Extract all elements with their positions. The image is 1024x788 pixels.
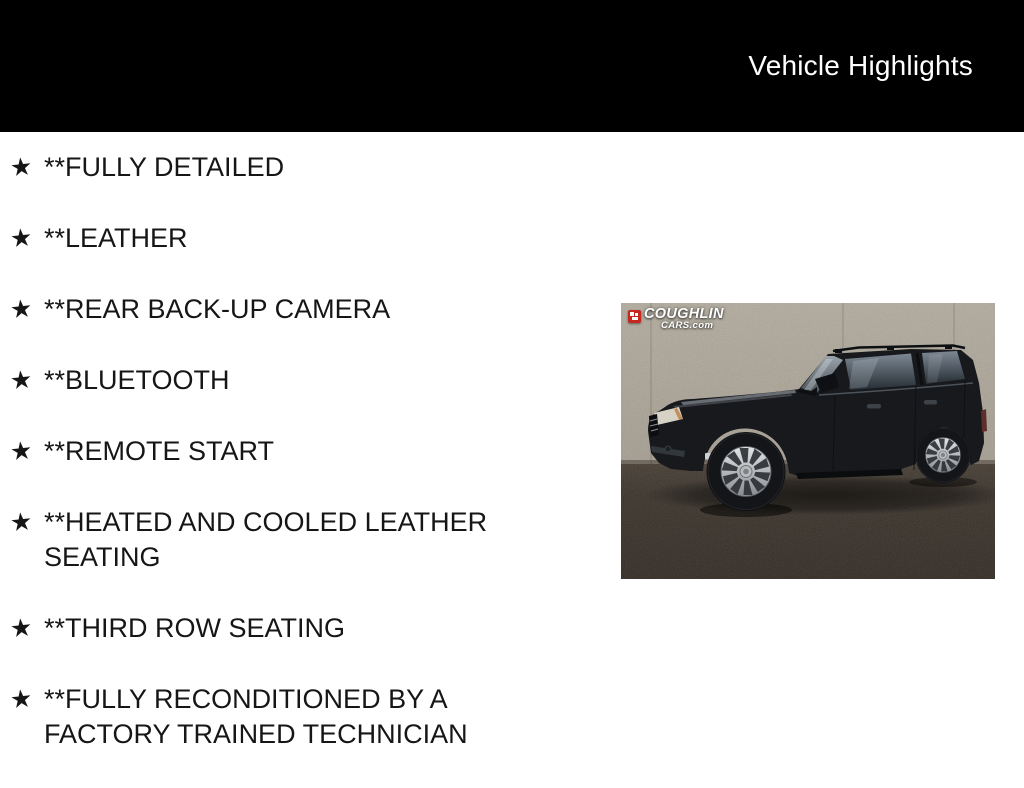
suv-illustration [621,303,995,579]
page-title: Vehicle Highlights [748,50,973,81]
list-item [0,611,548,646]
star-bullet-icon: ★ [8,152,34,183]
dealer-brand-sub: CARS.com [661,320,714,331]
star-bullet-icon: ★ [8,294,34,325]
list-item-label: **HEATED AND COOLED LEATHER SEATING [44,507,488,572]
list-item [0,221,548,256]
star-bullet-icon: ★ [8,684,34,715]
star-bullet-icon: ★ [8,507,34,538]
list-item [0,505,548,575]
star-bullet-icon: ★ [8,436,34,467]
list-item-label: **REAR BACK-UP CAMERA [44,294,391,324]
list-item-label: **LEATHER [44,223,188,253]
highlights-list [0,150,552,788]
list-item [0,682,548,752]
list-item-label: **BLUETOOTH [44,365,230,395]
list-item-label: **FULLY RECONDITIONED BY A FACTORY TRAINED TECHNICIAN [44,684,468,749]
list-item-label: **FULLY DETAILED [44,152,285,182]
dealer-brand-text: COUGHLIN [644,306,724,322]
list-item-label: **THIRD ROW SEATING [44,613,346,643]
list-item [0,292,548,327]
coughlin-logo-icon [628,310,641,323]
vehicle-photo [621,303,995,579]
list-item [0,150,548,185]
list-item [0,434,548,469]
dealer-watermark [628,307,724,331]
star-bullet-icon: ★ [8,365,34,396]
header-bar [0,0,1024,132]
star-bullet-icon: ★ [8,223,34,254]
list-item [0,363,548,398]
star-bullet-icon: ★ [8,613,34,644]
list-item-label: **REMOTE START [44,436,275,466]
